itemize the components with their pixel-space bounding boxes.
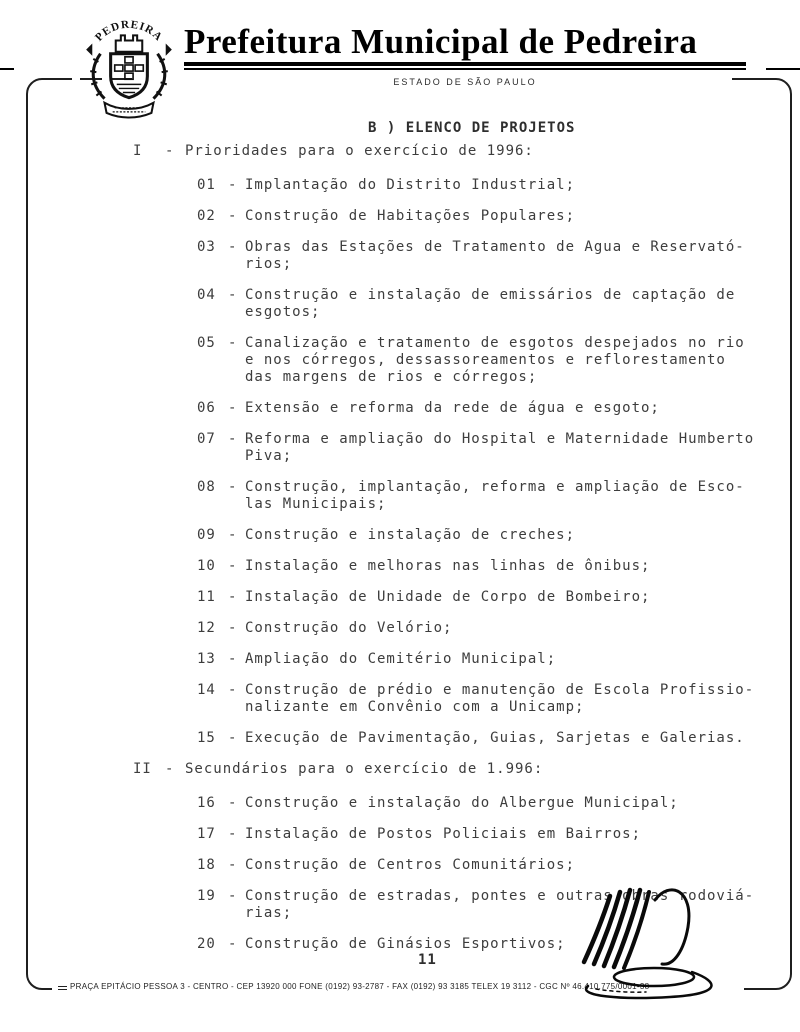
item-number: 08: [197, 479, 216, 495]
list-item: [197, 651, 763, 668]
item-text: [245, 431, 763, 465]
item-text-line: Construção e instalação de creches;: [245, 527, 576, 543]
item-dash: -: [228, 177, 238, 193]
item-text-line: e nos córregos, dessassoreamentos e reflorestamento: [245, 352, 726, 368]
list-item: [197, 857, 763, 874]
item-text-line: Implantação do Distrito Industrial;: [245, 177, 576, 193]
item-text: [245, 857, 763, 874]
item-number: 15: [197, 730, 216, 746]
list-item: [197, 558, 763, 575]
item-number: 04: [197, 287, 216, 303]
item-number: 05: [197, 335, 216, 351]
item-dash: -: [228, 857, 238, 873]
header-rule-left-tick: [0, 68, 14, 70]
item-text: [245, 558, 763, 575]
item-text-line: Execução de Pavimentação, Guias, Sarjetas e Galerias.: [245, 730, 745, 746]
item-text-line: Construção de Ginásios Esportivos;: [245, 936, 566, 952]
masthead-title: Prefeitura Municipal de Pedreira: [184, 22, 698, 61]
list-item: [197, 620, 763, 637]
item-text-line: Construção de Habitações Populares;: [245, 208, 576, 224]
item-dash: -: [228, 888, 238, 904]
item-text: [245, 335, 763, 386]
item-text-line: Construção de estradas, pontes e outras obras rodoviá-: [245, 888, 755, 904]
item-text-line: las Municipais;: [245, 496, 387, 512]
item-text: [245, 479, 763, 513]
item-text: [245, 177, 763, 194]
section-heading: [133, 761, 763, 778]
item-text-line: Construção e instalação de emissários de captação de: [245, 287, 736, 303]
item-number: 19: [197, 888, 216, 904]
item-text: [245, 400, 763, 417]
list-item: [197, 527, 763, 544]
page-number: 11: [418, 952, 437, 968]
list-item: [197, 287, 763, 321]
logo-banner-text: PEDREIRA: [93, 18, 165, 44]
item-text-line: nalizante em Convênio com a Unicamp;: [245, 699, 585, 715]
section-label: Secundários para o exercício de 1.996:: [185, 761, 544, 777]
list-item: [197, 826, 763, 843]
item-text: [245, 589, 763, 606]
list-item: [197, 730, 763, 747]
item-text-line: Ampliação do Cemitério Municipal;: [245, 651, 557, 667]
item-text-line: Piva;: [245, 448, 293, 464]
item-number: 02: [197, 208, 216, 224]
item-dash: -: [228, 826, 238, 842]
list-item: [197, 208, 763, 225]
section-heading: [133, 143, 763, 160]
item-dash: -: [228, 730, 238, 746]
item-dash: -: [228, 400, 238, 416]
item-dash: -: [228, 208, 238, 224]
list-item: [197, 795, 763, 812]
item-number: 16: [197, 795, 216, 811]
item-text-line: Obras das Estações de Tratamento de Agua e Reservató-: [245, 239, 745, 255]
item-dash: -: [228, 589, 238, 605]
item-number: 01: [197, 177, 216, 193]
item-dash: -: [228, 239, 238, 255]
item-text-line: Construção e instalação do Albergue Municipal;: [245, 795, 679, 811]
item-number: 03: [197, 239, 216, 255]
list-item: [197, 479, 763, 513]
item-number: 20: [197, 936, 216, 952]
item-number: 10: [197, 558, 216, 574]
item-text: [245, 527, 763, 544]
list-item: [197, 400, 763, 417]
item-text: [245, 682, 763, 716]
item-dash: -: [228, 527, 238, 543]
footer-left-dash: [58, 986, 67, 992]
item-text-line: das margens de rios e córregos;: [245, 369, 538, 385]
item-text-line: rios;: [245, 256, 293, 272]
document-title: B ) ELENCO DE PROJETOS: [368, 120, 576, 136]
item-text: [245, 730, 763, 747]
item-text-line: Instalação de Unidade de Corpo de Bombeiro;: [245, 589, 651, 605]
item-dash: -: [228, 682, 238, 698]
list-item: [197, 239, 763, 273]
item-number: 09: [197, 527, 216, 543]
item-dash: -: [228, 431, 238, 447]
section-number: II: [133, 761, 152, 777]
item-number: 11: [197, 589, 216, 605]
item-dash: -: [228, 620, 238, 636]
section-dash: -: [165, 143, 175, 159]
item-number: 06: [197, 400, 216, 416]
list-item: [197, 682, 763, 716]
item-text-line: Construção do Velório;: [245, 620, 453, 636]
section-number: I: [133, 143, 143, 159]
list-item: [197, 431, 763, 465]
list-item: [197, 335, 763, 386]
masthead-subtitle: ESTADO DE SÃO PAULO: [393, 77, 537, 87]
item-number: 17: [197, 826, 216, 842]
item-dash: -: [228, 795, 238, 811]
list-item: [197, 589, 763, 606]
item-text-line: Construção, implantação, reforma e ampliação de Esco-: [245, 479, 745, 495]
item-text: [245, 795, 763, 812]
item-text: [245, 239, 763, 273]
city-crest-logo: [78, 12, 180, 120]
item-number: 13: [197, 651, 216, 667]
item-number: 12: [197, 620, 216, 636]
item-dash: -: [228, 936, 238, 952]
item-dash: -: [228, 287, 238, 303]
item-dash: -: [228, 558, 238, 574]
item-dash: -: [228, 335, 238, 351]
item-number: 07: [197, 431, 216, 447]
section-label: Prioridades para o exercício de 1996:: [185, 143, 534, 159]
footer-address: PRAÇA EPITÁCIO PESSOA 3 - CENTRO - CEP 13920 000 FONE (0192) 93-2787 - FAX (0192) 93 3185 TELEX 19 3112 - CGC Nº 46.410.775/0001-38: [70, 982, 650, 991]
list-item: [197, 177, 763, 194]
signature-scribble: [552, 882, 742, 1012]
item-text: [245, 651, 763, 668]
item-dash: -: [228, 651, 238, 667]
masthead-rule: [184, 62, 746, 70]
item-text-line: Reforma e ampliação do Hospital e Maternidade Humberto: [245, 431, 755, 447]
item-text-line: Canalização e tratamento de esgotos despejados no rio: [245, 335, 745, 351]
item-text-line: esgotos;: [245, 304, 321, 320]
document-body: [133, 143, 763, 967]
item-text: [245, 287, 763, 321]
item-text-line: Construção de Centros Comunitários;: [245, 857, 576, 873]
item-text-line: Instalação de Postos Policiais em Bairros;: [245, 826, 642, 842]
item-number: 18: [197, 857, 216, 873]
item-number: 14: [197, 682, 216, 698]
item-text-line: Instalação e melhoras nas linhas de ônibus;: [245, 558, 651, 574]
item-text: [245, 826, 763, 843]
item-dash: -: [228, 479, 238, 495]
section-dash: -: [165, 761, 175, 777]
item-text: [245, 620, 763, 637]
item-text-line: Extensão e reforma da rede de água e esgoto;: [245, 400, 660, 416]
item-text-line: Construção de prédio e manutenção de Escola Profissio-: [245, 682, 755, 698]
item-text-line: rias;: [245, 905, 293, 921]
item-text: [245, 208, 763, 225]
header-rule-right-tick: [766, 68, 800, 70]
